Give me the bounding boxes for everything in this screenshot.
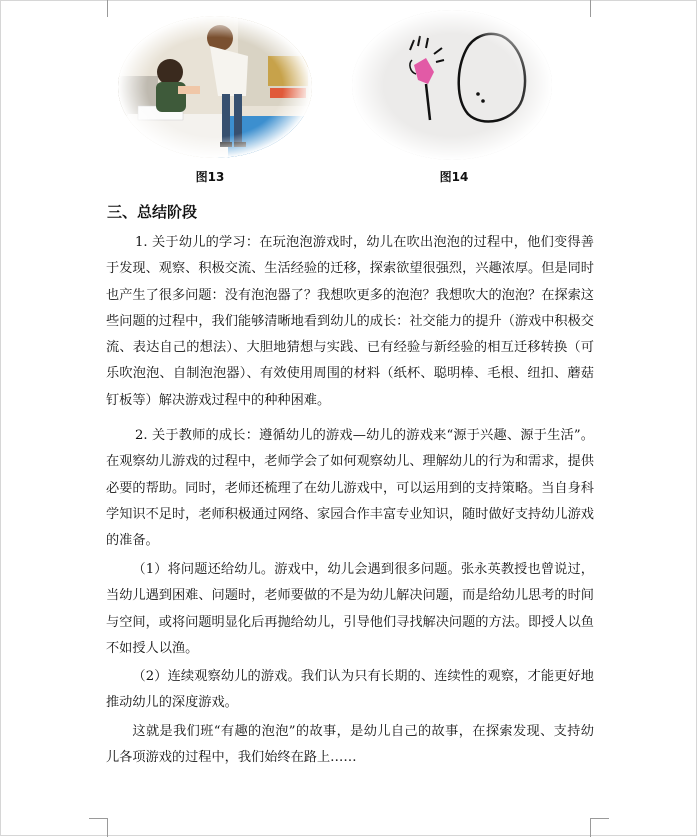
figure-13-photo <box>118 16 312 158</box>
section-heading: 三、总结阶段 <box>107 203 198 221</box>
figure-14-caption: 图14 <box>439 170 469 184</box>
photo-drawing-icon <box>352 10 552 160</box>
crop-mark-bottom-left <box>89 818 108 837</box>
photo-child-teacher-icon <box>118 16 312 158</box>
crop-mark-top-left <box>89 0 108 17</box>
figure-13-caption: 图13 <box>195 170 225 184</box>
paragraph-conclusion: 这就是我们班“有趣的泡泡”的故事，是幼儿自己的故事，在探索发现、支持幼儿各项游戏的过程中，我们始终在路上…… <box>106 724 594 766</box>
crop-mark-bottom-right <box>590 818 609 837</box>
figure-14-photo <box>352 10 552 160</box>
paragraph-teacher-growth: 2. 关于教师的成长：遵循幼儿的游戏—幼儿的游戏来“源于兴趣、源于生活”。在观察幼儿游戏的过程中，老师学会了如何观察幼儿、理解幼儿的行为和需求，提供必要的帮助。同时，老师还梳理了在幼儿游戏中，可以运用到的支持策略。当自身科学知识不足时，老师积极通过网络、家园合作丰富专业知识，随时做好支持幼儿游戏的准备。 <box>106 428 594 549</box>
paragraph-child-learning: 1. 关于幼儿的学习：在玩泡泡游戏时，幼儿在吹出泡泡的过程中，他们变得善于发现、观察、积极交流、生活经验的迁移，探索欲望很强烈，兴趣浓厚。但是同时也产生了很多问题：没有泡泡器了？我想吹更多的泡泡？我想吹大的泡泡？在探索这些问题的过程中，我们能够清晰地看到幼儿的成长：社交能力的提升（游戏中积极交流、表达自己的想法）、大胆地猜想与实践、已有经验与新经验的相互迁移转换（可乐吹泡泡、自制泡泡器）、有效使用周围的材料（纸杯、聪明棒、毛根、纽扣、蘑菇钉板等）解决游戏过程中的种种困难。 <box>106 235 594 408</box>
paragraph-strategy-2: （2）连续观察幼儿的游戏。我们认为只有长期的、连续性的观察，才能更好地推动幼儿的深度游戏。 <box>106 669 594 711</box>
paragraph-strategy-1: （1）将问题还给幼儿。游戏中，幼儿会遇到很多问题。张永英教授也曾说过，当幼儿遇到困难、问题时，老师要做的不是为幼儿解决问题，而是给幼儿思考的时间与空间，或将问题明显化后再抛给幼儿，引导他们寻找解决问题的方法。即授人以鱼不如授人以渔。 <box>106 562 594 656</box>
crop-mark-top-right <box>590 0 609 17</box>
